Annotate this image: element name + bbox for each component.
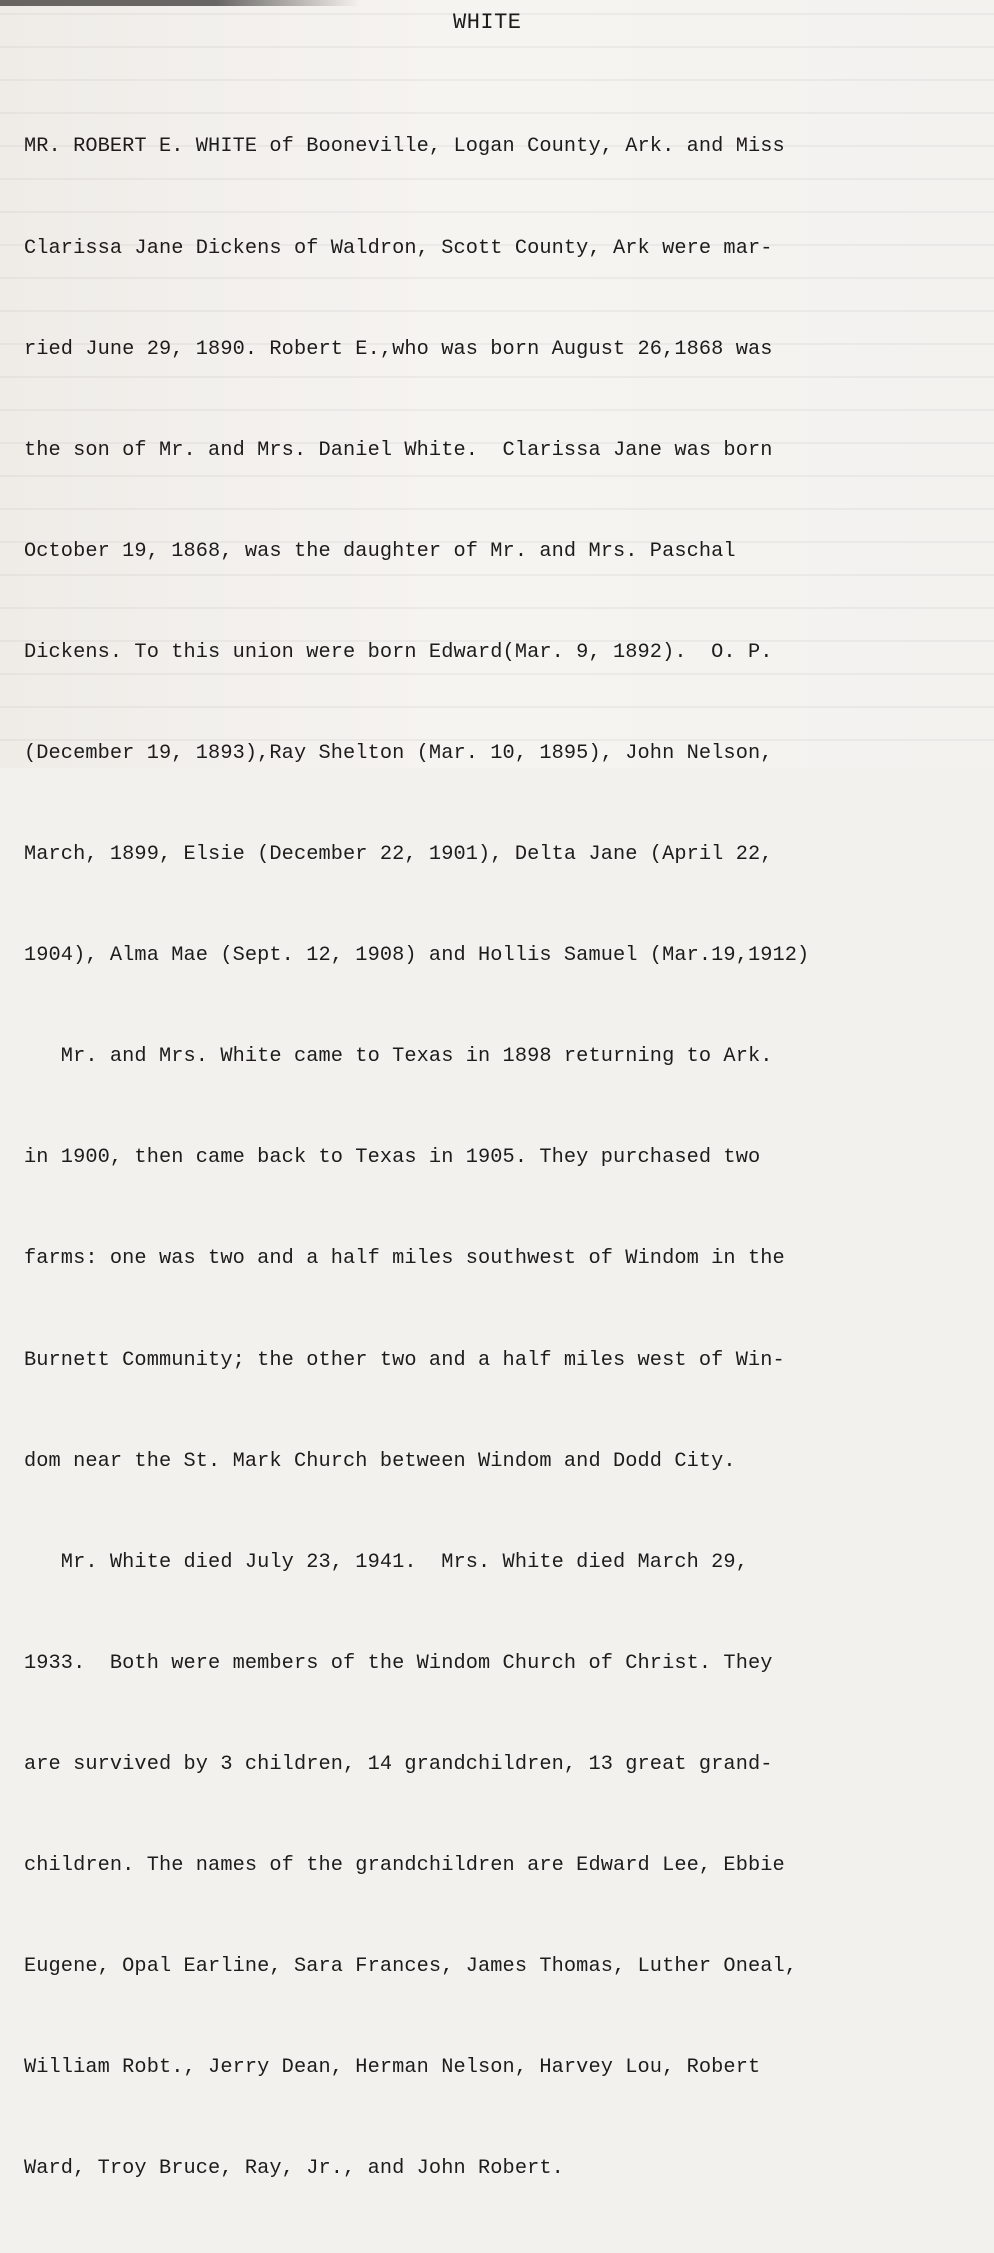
text-line: Ward, Troy Bruce, Ray, Jr., and John Robert.	[24, 2157, 564, 2181]
text-line: farms: one was two and a half miles southwest of Windom in the	[24, 1247, 785, 1271]
text-line: Clarissa Jane Dickens of Waldron, Scott County, Ark were mar-	[24, 236, 773, 260]
text-line: are survived by 3 children, 14 grandchildren, 13 great grand-	[24, 1752, 773, 1776]
text-line: Burnett Community; the other two and a half miles west of Win-	[24, 1348, 785, 1372]
text-line: William Robt., Jerry Dean, Herman Nelson, Harvey Lou, Robert	[24, 2056, 761, 2080]
page-heading: WHITE	[453, 10, 522, 35]
text-line: March, 1899, Elsie (December 22, 1901), Delta Jane (April 22,	[24, 843, 773, 867]
text-line: Mr. and Mrs. White came to Texas in 1898 returning to Ark.	[24, 1045, 773, 1069]
text-line: October 19, 1868, was the daughter of Mr. and Mrs. Paschal	[24, 539, 736, 563]
biography-text	[24, 63, 979, 2253]
text-line: 1904), Alma Mae (Sept. 12, 1908) and Hollis Samuel (Mar.19,1912)	[24, 944, 810, 968]
text-line: MR. ROBERT E. WHITE of Booneville, Logan County, Ark. and Miss	[24, 135, 785, 159]
text-line: 1933. Both were members of the Windom Church of Christ. They	[24, 1651, 773, 1675]
text-line: Eugene, Opal Earline, Sara Frances, James Thomas, Luther Oneal,	[24, 1955, 798, 1979]
text-line: children. The names of the grandchildren are Edward Lee, Ebbie	[24, 1854, 785, 1877]
top-cut-off-line	[0, 0, 360, 6]
text-line: Mr. White died July 23, 1941. Mrs. White died March 29,	[24, 1550, 748, 1574]
text-line: ried June 29, 1890. Robert E.,who was born August 26,1868 was	[24, 337, 773, 361]
text-line: Dickens. To this union were born Edward(Mar. 9, 1892). O. P.	[24, 640, 773, 664]
text-line: the son of Mr. and Mrs. Daniel White. Clarissa Jane was born	[24, 438, 773, 462]
text-line: in 1900, then came back to Texas in 1905. They purchased two	[24, 1146, 761, 1170]
text-line: dom near the St. Mark Church between Windom and Dodd City.	[24, 1449, 736, 1473]
text-line: (December 19, 1893),Ray Shelton (Mar. 10, 1895), John Nelson,	[24, 741, 773, 765]
